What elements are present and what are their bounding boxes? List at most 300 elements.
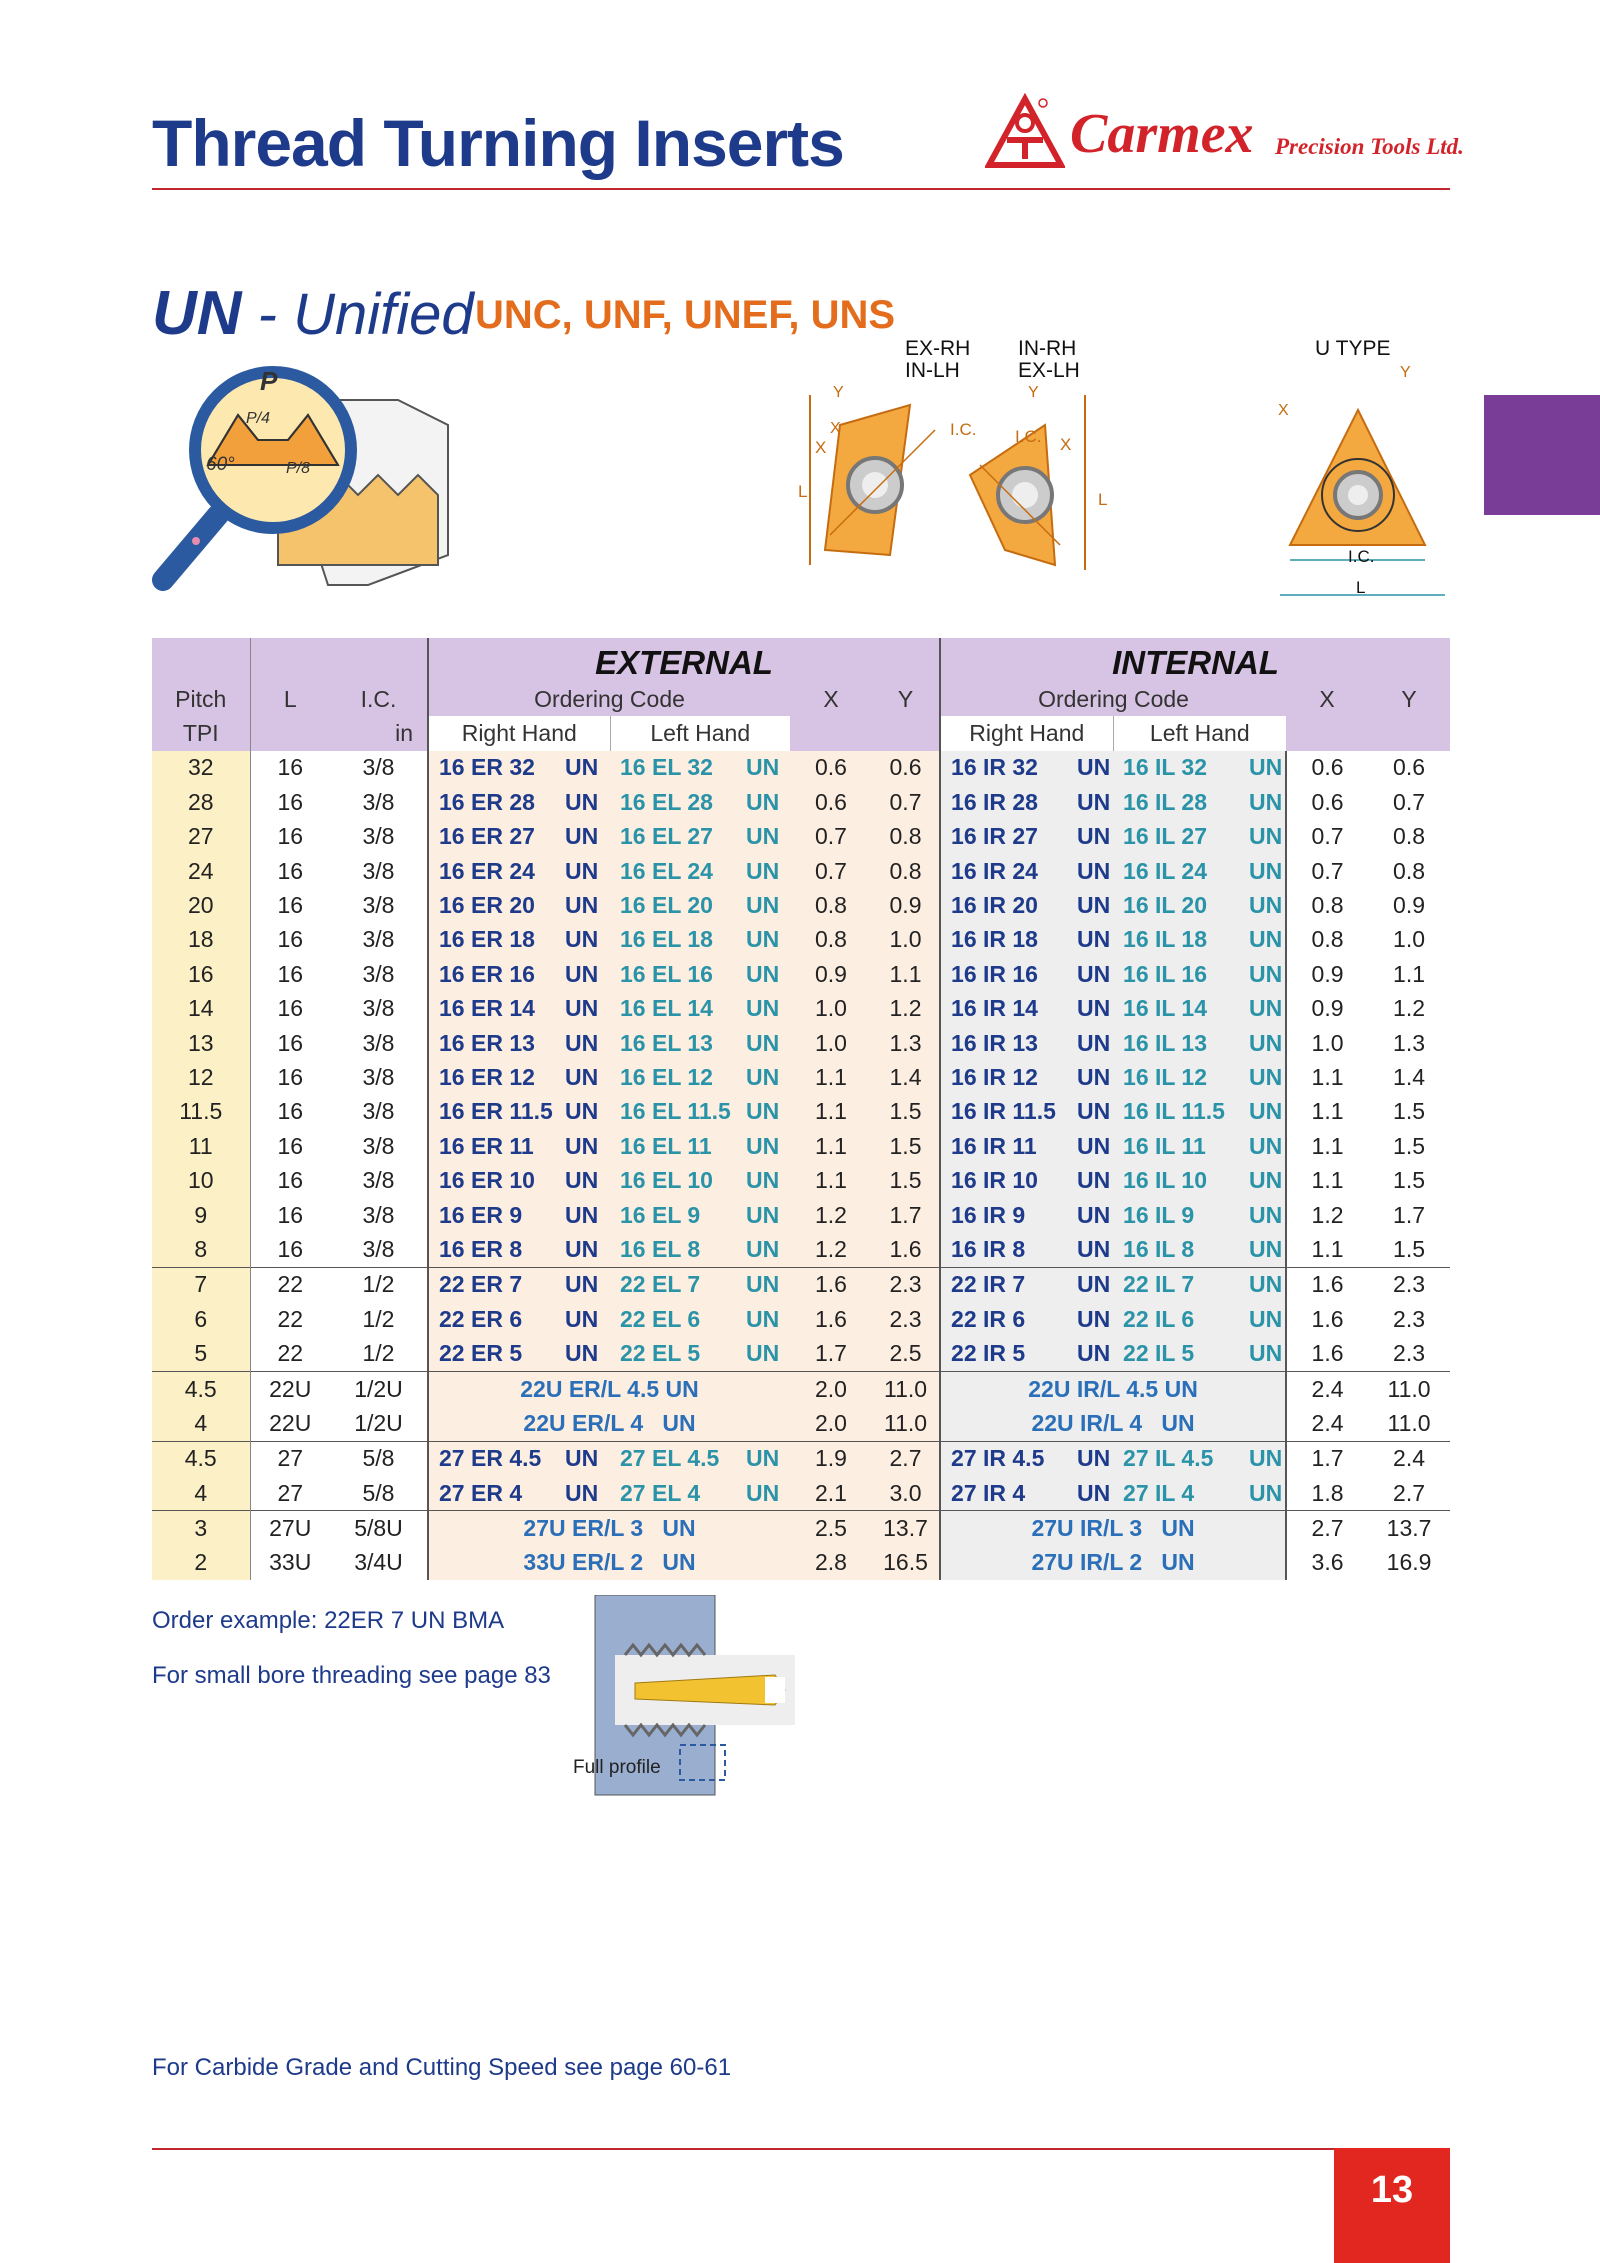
x-dim-u: X [1278, 402, 1289, 419]
int-lh-code [1113, 923, 1286, 957]
int-rh-code-code: 27 IR 4.5 [951, 1445, 1045, 1472]
int-rh-code-suffix: UN [1077, 1479, 1111, 1506]
int-rh-code [940, 1095, 1113, 1129]
ic-cell: 3/8 [362, 960, 395, 987]
int-lh-code-code: 16 IL 10 [1123, 1167, 1208, 1194]
ext-lh-code-code: 27 EL 4.5 [620, 1445, 720, 1472]
int-lh-code-code: 16 IL 13 [1123, 1029, 1208, 1056]
tpi-header: TPI [152, 716, 250, 750]
table-row [152, 820, 1450, 854]
ext-lh-code [610, 1129, 790, 1163]
ic-cell: 1/2U [330, 1371, 428, 1406]
int-x-cell: 0.7 [1286, 820, 1368, 854]
ic-cell: 3/8 [362, 1235, 395, 1262]
ext-lh-code-code: 16 EL 27 [620, 823, 713, 850]
ext-rh-code-suffix: UN [565, 892, 599, 919]
pitch-cell: 27 [152, 820, 250, 854]
l-cell: 16 [250, 1129, 330, 1163]
table-row [152, 1511, 1450, 1546]
int-rh-code-suffix: UN [1077, 1305, 1111, 1332]
l-cell: 22 [250, 1336, 330, 1371]
ext-y-cell: 1.5 [872, 1095, 940, 1129]
int-x-cell: 1.6 [1286, 1336, 1368, 1371]
ext-y-header: Y [872, 682, 940, 716]
ext-x-cell: 1.9 [790, 1441, 872, 1476]
ext-lh-code-suffix: UN [746, 1063, 780, 1090]
int-x-cell: 0.8 [1286, 923, 1368, 957]
ext-rh-code [428, 751, 610, 785]
int-lh-code-suffix: UN [1249, 1445, 1283, 1472]
ext-rh-code-code: 16 ER 27 [439, 823, 535, 850]
int-lh-code-code: 27 IL 4.5 [1123, 1445, 1214, 1472]
footer-divider [152, 2148, 1334, 2150]
ext-lh-code-suffix: UN [746, 857, 780, 884]
int-rh-code-code: 16 IR 20 [951, 892, 1038, 919]
int-x-cell: 1.6 [1286, 1267, 1368, 1302]
int-lh-code-suffix: UN [1249, 1271, 1283, 1298]
l-cell: 27U [250, 1511, 330, 1546]
int-left-hand-header: Left Hand [1113, 716, 1286, 750]
ic-cell: 3/8 [362, 1029, 395, 1056]
int-lh-code [1113, 1267, 1286, 1302]
ext-rh-code [428, 888, 610, 922]
ext-lh-code-suffix: UN [746, 1340, 780, 1367]
ext-lh-code-suffix: UN [746, 1479, 780, 1506]
ext-rh-code-suffix: UN [565, 1132, 599, 1159]
l-cell: 22U [250, 1406, 330, 1441]
ext-lh-code-suffix: UN [746, 926, 780, 953]
int-x-cell: 1.1 [1286, 1095, 1368, 1129]
ext-lh-code-suffix: UN [746, 1235, 780, 1262]
ic-header: I.C. [330, 682, 428, 716]
ext-rh-code [428, 1302, 610, 1336]
ic-cell: 3/8 [362, 788, 395, 815]
insert-left-label-top: EX-RH [905, 337, 971, 360]
ext-rh-code-suffix: UN [565, 995, 599, 1022]
ext-lh-code-code: 16 EL 10 [620, 1167, 713, 1194]
ext-rh-code [428, 820, 610, 854]
int-lh-code [1113, 785, 1286, 819]
int-lh-code [1113, 854, 1286, 888]
table-row [152, 1371, 1450, 1406]
ext-lh-code-suffix: UN [746, 892, 780, 919]
int-rh-code [940, 785, 1113, 819]
ext-x-cell: 2.1 [790, 1476, 872, 1511]
int-rh-code-code: 22 IR 5 [951, 1340, 1026, 1367]
int-u-code-cell: 22U IR/L 4.5 UN [940, 1371, 1286, 1406]
ext-y-cell: 11.0 [872, 1406, 940, 1441]
int-y-cell: 0.8 [1393, 857, 1426, 884]
int-x-cell: 0.6 [1286, 785, 1368, 819]
ext-lh-code [610, 854, 790, 888]
ic-cell: 1/2 [362, 1305, 395, 1332]
ext-x-cell: 1.1 [790, 1129, 872, 1163]
ext-right-hand-header: Right Hand [428, 716, 610, 750]
int-x-cell: 2.4 [1286, 1371, 1368, 1406]
int-y-cell: 11.0 [1368, 1371, 1450, 1406]
ext-rh-code [428, 1267, 610, 1302]
ext-lh-code-code: 16 EL 12 [620, 1063, 713, 1090]
ordering-table-body [152, 751, 1450, 1580]
ext-lh-code [610, 1336, 790, 1371]
ext-y-cell: 0.7 [872, 785, 940, 819]
ext-y-cell: 2.7 [872, 1441, 940, 1476]
ext-y-cell: 1.5 [872, 1129, 940, 1163]
ext-x-cell: 0.7 [790, 820, 872, 854]
ext-lh-code [610, 1441, 790, 1476]
int-lh-code [1113, 888, 1286, 922]
int-y-cell: 1.2 [1393, 995, 1426, 1022]
int-lh-code-suffix: UN [1249, 754, 1283, 781]
ext-lh-code-suffix: UN [746, 995, 780, 1022]
ext-lh-code [610, 1302, 790, 1336]
pitch-label: P [260, 366, 278, 396]
int-y-cell: 2.7 [1393, 1479, 1426, 1506]
ext-lh-code-code: 16 EL 8 [620, 1235, 701, 1262]
int-rh-code-code: 16 IR 11.5 [951, 1098, 1056, 1125]
int-rh-code [940, 1336, 1113, 1371]
ext-lh-code [610, 957, 790, 991]
ext-x-cell: 0.8 [790, 888, 872, 922]
ext-x-cell: 1.2 [790, 1232, 872, 1267]
ext-lh-code-suffix: UN [746, 1201, 780, 1228]
int-lh-code-code: 16 IL 16 [1123, 960, 1208, 987]
ext-rh-code [428, 1026, 610, 1060]
int-lh-code [1113, 1129, 1286, 1163]
int-x-cell: 0.7 [1286, 854, 1368, 888]
ext-rh-code [428, 854, 610, 888]
int-y-cell: 0.9 [1393, 892, 1426, 919]
int-rh-code [940, 1198, 1113, 1232]
ext-u-code-cell: 33U ER/L 2 UN [428, 1546, 790, 1580]
ext-rh-code [428, 1095, 610, 1129]
l-cell: 16 [250, 992, 330, 1026]
ic-cell: 3/8 [362, 823, 395, 850]
int-lh-code-suffix: UN [1249, 788, 1283, 815]
ext-rh-code-suffix: UN [565, 1340, 599, 1367]
ext-lh-code [610, 1163, 790, 1197]
table-row [152, 1060, 1450, 1094]
int-rh-code-suffix: UN [1077, 1132, 1111, 1159]
int-rh-code-code: 16 IR 12 [951, 1063, 1038, 1090]
ext-rh-code-code: 22 ER 5 [439, 1340, 523, 1367]
y-dim-left: Y [833, 384, 844, 401]
int-x-cell: 1.0 [1286, 1026, 1368, 1060]
ext-x-cell: 2.0 [790, 1406, 872, 1441]
ext-lh-code-code: 16 EL 9 [620, 1201, 701, 1228]
l-cell: 22 [250, 1302, 330, 1336]
ext-lh-code [610, 785, 790, 819]
pitch-header: Pitch [152, 682, 250, 716]
int-lh-code-code: 16 IL 11 [1123, 1132, 1206, 1159]
carmex-emblem-icon [985, 93, 1065, 173]
pitch-cell: 10 [152, 1163, 250, 1197]
ext-lh-code [610, 820, 790, 854]
int-lh-code [1113, 992, 1286, 1026]
int-lh-code-code: 16 IL 14 [1123, 995, 1208, 1022]
page-title: Thread Turning Inserts [152, 106, 844, 180]
ext-lh-code-code: 22 EL 6 [620, 1305, 701, 1332]
int-y-cell: 0.7 [1393, 788, 1426, 815]
brand-name: Carmex [1070, 103, 1254, 165]
ext-x-cell: 2.8 [790, 1546, 872, 1580]
ext-rh-code [428, 957, 610, 991]
ext-lh-code [610, 888, 790, 922]
int-rh-code-suffix: UN [1077, 1167, 1111, 1194]
ext-rh-code-suffix: UN [565, 1029, 599, 1056]
int-rh-code-suffix: UN [1077, 960, 1111, 987]
ext-y-cell: 13.7 [872, 1511, 940, 1546]
pitch-cell: 13 [152, 1026, 250, 1060]
ext-rh-code-code: 16 ER 20 [439, 892, 535, 919]
ext-rh-code-code: 16 ER 9 [439, 1201, 523, 1228]
int-y-header: Y [1368, 682, 1450, 716]
ext-y-cell: 16.5 [872, 1546, 940, 1580]
int-lh-code [1113, 1441, 1286, 1476]
ext-rh-code [428, 1336, 610, 1371]
ext-rh-code [428, 785, 610, 819]
l-cell: 27 [250, 1476, 330, 1511]
int-lh-code [1113, 1163, 1286, 1197]
int-x-cell: 1.1 [1286, 1060, 1368, 1094]
table-row [152, 1232, 1450, 1267]
int-rh-code-code: 16 IR 9 [951, 1201, 1026, 1228]
l-cell: 16 [250, 1095, 330, 1129]
table-row [152, 1267, 1450, 1302]
pitch-cell: 5 [152, 1336, 250, 1371]
ext-y-cell: 1.7 [872, 1198, 940, 1232]
ext-lh-code-code: 16 EL 13 [620, 1029, 713, 1056]
int-lh-code-suffix: UN [1249, 1305, 1283, 1332]
carmex-logo [985, 88, 1464, 178]
pitch-cell: 20 [152, 888, 250, 922]
ic-dim-left: I.C. [950, 420, 977, 439]
ic-cell: 3/4U [354, 1549, 403, 1576]
ext-u-code-cell: 22U ER/L 4.5 UN [428, 1371, 790, 1406]
pitch-cell: 8 [152, 1232, 250, 1267]
ext-x-cell: 2.0 [790, 1371, 872, 1406]
int-y-cell: 2.4 [1368, 1441, 1450, 1476]
int-rh-code [940, 1267, 1113, 1302]
pitch-cell: 9 [152, 1198, 250, 1232]
ic-cell: 5/8 [362, 1479, 395, 1506]
int-rh-code [940, 888, 1113, 922]
int-rh-code-code: 16 IR 24 [951, 857, 1038, 884]
int-y-cell: 1.3 [1393, 1029, 1426, 1056]
int-lh-code-code: 16 IL 11.5 [1123, 1098, 1225, 1125]
int-y-cell: 2.3 [1393, 1340, 1426, 1367]
table-row [152, 1476, 1450, 1511]
int-lh-code-code: 16 IL 9 [1123, 1201, 1195, 1228]
ext-lh-code-code: 16 EL 14 [620, 995, 713, 1022]
ic-cell: 1/2 [330, 1267, 428, 1302]
int-lh-code-suffix: UN [1249, 1201, 1283, 1228]
ic-cell: 3/8 [362, 857, 395, 884]
ext-rh-code [428, 1232, 610, 1267]
table-row [152, 1406, 1450, 1441]
ext-rh-code-code: 16 ER 11.5 [439, 1098, 553, 1125]
ext-lh-code-suffix: UN [746, 1305, 780, 1332]
y-dim-u: Y [1400, 364, 1411, 381]
section-title-code: UN [152, 279, 242, 348]
int-u-code-cell: 22U IR/L 4 UN [940, 1406, 1286, 1441]
x-dim-mid: X [1060, 435, 1072, 454]
int-rh-code-suffix: UN [1077, 1063, 1111, 1090]
l-cell: 16 [250, 1198, 330, 1232]
int-lh-code-code: 16 IL 28 [1123, 788, 1208, 815]
int-y-cell: 1.1 [1393, 960, 1426, 987]
l-cell: 16 [250, 1232, 330, 1267]
ic-cell: 5/8 [330, 1441, 428, 1476]
insert-mid-label-top: IN-RH [1018, 337, 1077, 360]
ic-dim-mid: I.C. [1015, 427, 1042, 446]
int-y-cell: 1.5 [1393, 1098, 1426, 1125]
int-lh-code [1113, 1232, 1286, 1267]
int-lh-code-code: 16 IL 20 [1123, 892, 1208, 919]
ext-x-cell: 1.1 [790, 1060, 872, 1094]
full-profile-label: Full profile [573, 1757, 661, 1778]
int-x-cell: 1.7 [1286, 1441, 1368, 1476]
ext-lh-code [610, 1095, 790, 1129]
int-rh-code-suffix: UN [1077, 754, 1111, 781]
l-cell: 16 [250, 957, 330, 991]
ext-lh-code [610, 1026, 790, 1060]
int-rh-code-code: 22 IR 7 [951, 1271, 1026, 1298]
table-row [152, 1546, 1450, 1580]
pitch-cell: 4.5 [152, 1441, 250, 1476]
int-y-cell: 2.3 [1368, 1267, 1450, 1302]
brand-tagline: Precision Tools Ltd. [1275, 134, 1464, 159]
ic-dim-u: I.C. [1348, 547, 1375, 566]
ext-lh-code [610, 1232, 790, 1267]
pitch-cell: 3 [152, 1511, 250, 1546]
int-rh-code-suffix: UN [1077, 892, 1111, 919]
int-lh-code-code: 16 IL 8 [1123, 1235, 1195, 1262]
pitch-cell: 4 [152, 1476, 250, 1511]
int-lh-code [1113, 1476, 1286, 1511]
pitch-cell: 7 [152, 1267, 250, 1302]
table-row [152, 1336, 1450, 1371]
ext-lh-code-code: 16 EL 20 [620, 892, 713, 919]
insert-mid-label-bottom: EX-LH [1018, 359, 1080, 382]
int-rh-code [940, 1302, 1113, 1336]
ext-rh-code-code: 16 ER 24 [439, 857, 535, 884]
ext-lh-code-suffix: UN [746, 960, 780, 987]
int-y-cell: 0.8 [1393, 823, 1426, 850]
l-cell: 16 [250, 820, 330, 854]
ext-lh-code-code: 16 EL 24 [620, 857, 713, 884]
ext-x-cell: 1.7 [790, 1336, 872, 1371]
int-lh-code-suffix: UN [1249, 1479, 1283, 1506]
int-rh-code-suffix: UN [1077, 1235, 1111, 1262]
ext-lh-code [610, 923, 790, 957]
int-rh-code [940, 992, 1113, 1026]
section-tab-marker [1484, 395, 1600, 515]
int-ordering-code-header: Ordering Code [940, 682, 1286, 716]
pitch-cell: 6 [152, 1302, 250, 1336]
int-lh-code-suffix: UN [1249, 926, 1283, 953]
ordering-table [152, 638, 1450, 1580]
ic-cell: 3/8 [362, 926, 395, 953]
int-rh-code [940, 957, 1113, 991]
int-rh-code-code: 16 IR 13 [951, 1029, 1038, 1056]
ext-x-cell: 0.6 [790, 785, 872, 819]
internal-header: INTERNAL [940, 638, 1450, 682]
int-y-cell: 0.6 [1393, 754, 1426, 781]
int-lh-code-suffix: UN [1249, 1098, 1283, 1125]
l-cell: 27 [250, 1441, 330, 1476]
int-y-cell: 1.5 [1393, 1132, 1426, 1159]
ext-y-cell: 1.5 [872, 1163, 940, 1197]
ext-rh-code-suffix: UN [565, 788, 599, 815]
ext-lh-code-code: 22 EL 7 [620, 1271, 701, 1298]
int-y-cell: 1.0 [1393, 926, 1426, 953]
table-row [152, 1026, 1450, 1060]
pitch-cell: 24 [152, 854, 250, 888]
ext-x-cell: 1.0 [790, 1026, 872, 1060]
int-x-cell: 1.1 [1286, 1163, 1368, 1197]
l-dim-u: L [1356, 578, 1366, 597]
table-row [152, 1441, 1450, 1476]
table-row [152, 785, 1450, 819]
table-row [152, 1163, 1450, 1197]
l-cell: 22U [250, 1371, 330, 1406]
int-x-cell: 2.4 [1286, 1406, 1368, 1441]
int-x-cell: 3.6 [1286, 1546, 1368, 1580]
int-u-code-cell: 27U IR/L 3 UN [940, 1511, 1286, 1546]
int-rh-code-code: 16 IR 32 [951, 754, 1038, 781]
ext-rh-code [428, 1476, 610, 1511]
ext-y-cell: 0.8 [872, 854, 940, 888]
ic-cell: 3/8 [362, 1201, 395, 1228]
ic-cell: 3/8 [362, 1063, 395, 1090]
ext-lh-code-suffix: UN [746, 1445, 780, 1472]
small-bore-note: For small bore threading see page 83 [152, 1662, 551, 1689]
int-lh-code [1113, 1302, 1286, 1336]
ext-rh-code-suffix: UN [565, 1271, 599, 1298]
int-rh-code-code: 16 IR 14 [951, 995, 1038, 1022]
int-rh-code-code: 16 IR 8 [951, 1235, 1026, 1262]
ext-y-cell: 1.4 [872, 1060, 940, 1094]
int-lh-code [1113, 1198, 1286, 1232]
int-lh-code [1113, 820, 1286, 854]
int-y-cell: 1.5 [1393, 1235, 1426, 1262]
ext-lh-code [610, 1198, 790, 1232]
ext-lh-code-suffix: UN [746, 1098, 780, 1125]
int-lh-code-suffix: UN [1249, 995, 1283, 1022]
int-rh-code-code: 16 IR 16 [951, 960, 1038, 987]
ext-x-cell: 1.6 [790, 1267, 872, 1302]
eighth-pitch-label: P/8 [286, 460, 311, 477]
int-x-cell: 0.9 [1286, 957, 1368, 991]
ext-rh-code-code: 16 ER 32 [439, 754, 535, 781]
ic-cell: 3/8 [362, 1132, 395, 1159]
ext-rh-code-code: 16 ER 8 [439, 1235, 523, 1262]
l-cell: 16 [250, 1026, 330, 1060]
ext-rh-code-suffix: UN [565, 1305, 599, 1332]
int-rh-code-suffix: UN [1077, 926, 1111, 953]
insert-dimension-diagrams [760, 335, 1460, 615]
ic-cell: 3/8 [362, 995, 395, 1022]
int-rh-code [940, 820, 1113, 854]
int-rh-code-suffix: UN [1077, 823, 1111, 850]
ext-ordering-code-header: Ordering Code [428, 682, 790, 716]
ext-rh-code-suffix: UN [565, 754, 599, 781]
int-y-cell: 1.5 [1393, 1167, 1426, 1194]
ext-x-cell: 1.2 [790, 1198, 872, 1232]
ext-x-cell: 0.9 [790, 957, 872, 991]
int-rh-code [940, 1060, 1113, 1094]
